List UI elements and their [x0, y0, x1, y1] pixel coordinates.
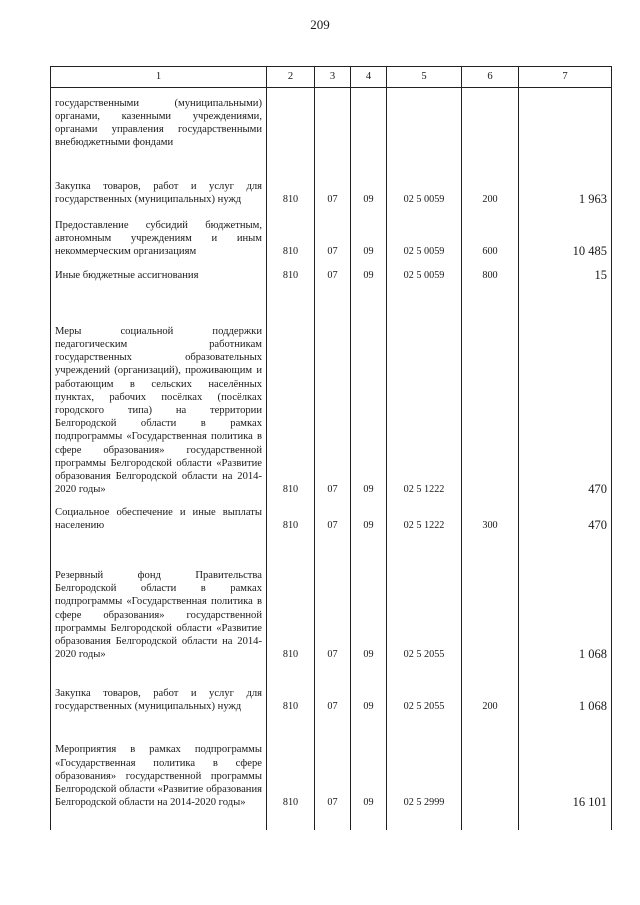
expense-type-code: 800 [462, 259, 519, 283]
subsection-code: 09 [351, 283, 387, 497]
target-article-code: 02 5 0059 [387, 207, 462, 259]
subsection-code: 09 [351, 714, 387, 810]
admin-code: 810 [267, 283, 315, 497]
row-description: Предоставление субсидий бюджетным, автономным учреждениям и иным некоммерческим организациям [51, 207, 267, 259]
admin-code: 810 [267, 497, 315, 533]
row-description: Резервный фонд Правительства Белгородской области в рамках подпрограммы «Государственная политика в сфере образования» государственной программы Белгородской области «Развитие образования Белгородской области на 2014-2020 годы» [51, 533, 267, 662]
section-code: 07 [315, 662, 351, 714]
table-row [51, 88, 612, 150]
subsection-code: 09 [351, 259, 387, 283]
subsection-code: 09 [351, 150, 387, 207]
empty-cell [51, 810, 267, 830]
expense-type-code [462, 533, 519, 662]
amount: 470 [519, 283, 612, 497]
column-header: 6 [462, 67, 519, 88]
target-article-code: 02 5 0059 [387, 150, 462, 207]
admin-code: 810 [267, 259, 315, 283]
empty-cell [351, 810, 387, 830]
empty-cell [315, 810, 351, 830]
table-row [51, 714, 612, 810]
subsection-code: 09 [351, 497, 387, 533]
table-row [51, 533, 612, 662]
admin-code [267, 88, 315, 150]
subsection-code: 09 [351, 207, 387, 259]
row-description: Социальное обеспечение и иные выплаты населению [51, 497, 267, 533]
table-row [51, 259, 612, 283]
table-header-row [51, 67, 612, 88]
expense-type-code: 600 [462, 207, 519, 259]
row-description: Закупка товаров, работ и услуг для государственных (муниципальных) нужд [51, 662, 267, 714]
subsection-code: 09 [351, 662, 387, 714]
section-code [315, 88, 351, 150]
row-description: Мероприятия в рамках подпрограммы «Государственная политика в сфере образования» государственной программы Белгородской области «Развитие образования Белгородской области на 2014-2020 годы» [51, 714, 267, 810]
table-continuation [51, 810, 612, 830]
empty-cell [387, 810, 462, 830]
expense-type-code: 300 [462, 497, 519, 533]
expense-type-code [462, 88, 519, 150]
admin-code: 810 [267, 533, 315, 662]
section-code: 07 [315, 533, 351, 662]
target-article-code: 02 5 1222 [387, 497, 462, 533]
section-code: 07 [315, 497, 351, 533]
column-header: 3 [315, 67, 351, 88]
amount: 16 101 [519, 714, 612, 810]
section-code: 07 [315, 150, 351, 207]
expense-type-code [462, 714, 519, 810]
admin-code: 810 [267, 150, 315, 207]
column-header: 7 [519, 67, 612, 88]
admin-code: 810 [267, 662, 315, 714]
section-code: 07 [315, 207, 351, 259]
column-header: 5 [387, 67, 462, 88]
row-description: Меры социальной поддержки педагогическим работникам государственных образовательных учреждений (организаций), проживающим и работающим в сельских населённых пунктах, рабочих посёлках (посёлках городского типа) на территории Белгородской области в рамках подпрограммы «Государственная политика в сфере образования» государственной программы Белгородской области «Развитие образования Белгородской области на 2014-2020 годы» [51, 283, 267, 497]
target-article-code: 02 5 0059 [387, 259, 462, 283]
section-code: 07 [315, 714, 351, 810]
row-description: Иные бюджетные ассигнования [51, 259, 267, 283]
table-row [51, 150, 612, 207]
empty-cell [267, 810, 315, 830]
budget-table [50, 66, 612, 830]
row-description: Закупка товаров, работ и услуг для государственных (муниципальных) нужд [51, 150, 267, 207]
target-article-code: 02 5 2999 [387, 714, 462, 810]
amount: 1 068 [519, 662, 612, 714]
target-article-code [387, 88, 462, 150]
target-article-code: 02 5 2055 [387, 533, 462, 662]
section-code: 07 [315, 259, 351, 283]
page-number: 209 [310, 17, 330, 32]
table-row [51, 497, 612, 533]
amount: 1 963 [519, 150, 612, 207]
empty-cell [462, 810, 519, 830]
empty-cell [519, 810, 612, 830]
subsection-code: 09 [351, 533, 387, 662]
column-header: 4 [351, 67, 387, 88]
amount: 1 068 [519, 533, 612, 662]
expense-type-code: 200 [462, 662, 519, 714]
amount: 470 [519, 497, 612, 533]
table-row [51, 662, 612, 714]
column-header: 1 [51, 67, 267, 88]
subsection-code [351, 88, 387, 150]
admin-code: 810 [267, 207, 315, 259]
table-row [51, 207, 612, 259]
expense-type-code: 200 [462, 150, 519, 207]
amount: 15 [519, 259, 612, 283]
expense-type-code [462, 283, 519, 497]
row-description: государственными (муниципальными) органами, казенными учреждениями, органами управления государственными внебюджетными фондами [51, 88, 267, 150]
column-header: 2 [267, 67, 315, 88]
section-code: 07 [315, 283, 351, 497]
target-article-code: 02 5 1222 [387, 283, 462, 497]
target-article-code: 02 5 2055 [387, 662, 462, 714]
table-row [51, 283, 612, 497]
amount: 10 485 [519, 207, 612, 259]
amount [519, 88, 612, 150]
admin-code: 810 [267, 714, 315, 810]
